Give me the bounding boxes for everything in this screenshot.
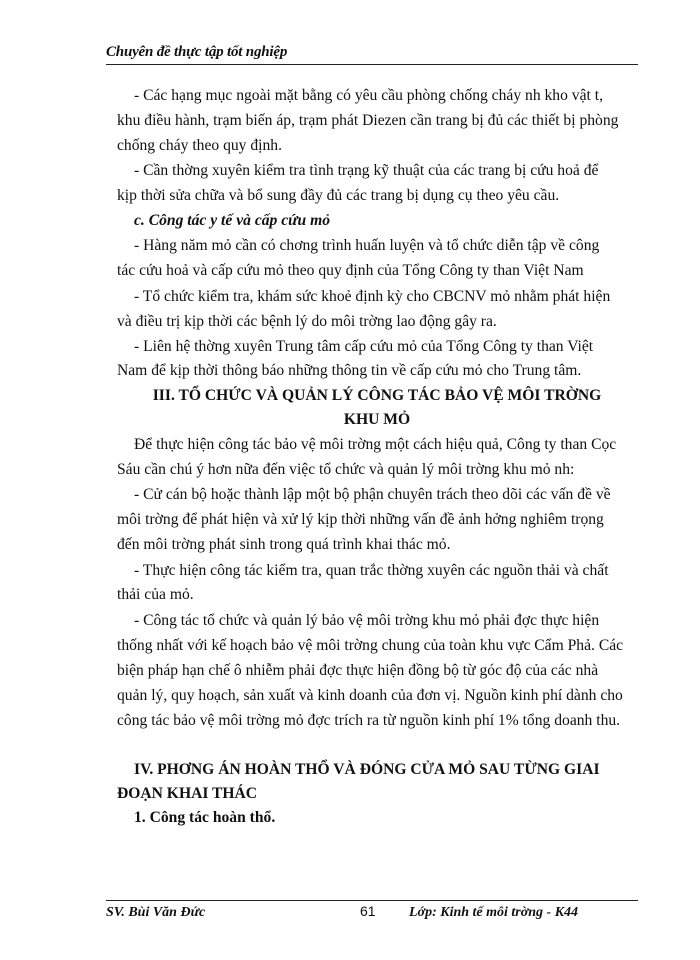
body-line: Sáu cần chú ý hơn nữa đến việc tổ chức và quản lý môi trờng khu mỏ nh:: [117, 461, 575, 478]
body-line: - Tổ chức kiểm tra, khám sức khoẻ định kỳ cho CBCNV mỏ nhằm phát hiện: [134, 288, 611, 305]
body-line: và điều trị kịp thời các bệnh lý do môi trờng lao động gây ra.: [117, 313, 497, 330]
chapter-heading: KHU MỎ: [343, 411, 411, 428]
body-line: thải của mỏ.: [117, 586, 194, 603]
body-line: - Cần thờng xuyên kiểm tra tình trạng kỹ thuật của các trang bị cứu hoả để: [134, 162, 599, 179]
body-line: - Hàng năm mỏ cần có chơng trình huấn luyện và tổ chức diễn tập về công: [134, 237, 600, 254]
body-line: Để thực hiện công tác bảo vệ môi trờng một cách hiệu quả, Công ty than Cọc: [134, 436, 617, 453]
body-line: - Công tác tổ chức và quản lý bảo vệ môi trờng khu mỏ phải đợc thực hiện: [134, 612, 600, 629]
body-line: - Liên hệ thờng xuyên Trung tâm cấp cứu mỏ của Tổng Công ty than Việt: [134, 338, 594, 355]
body-line: chống cháy theo quy định.: [117, 137, 282, 154]
chapter-heading: IV. PHƠNG ÁN HOÀN THỔ VÀ ĐÓNG CỬA MỎ SAU TỪNG GIAI: [134, 761, 600, 778]
header-rule: [106, 64, 638, 65]
body-line: biện pháp hạn chế ô nhiễm phải đợc thực hiện đồng bộ từ góc độ của các nhà: [117, 662, 599, 679]
body-line: khu điều hành, trạm biến áp, trạm phát Diezen cần trang bị đủ các thiết bị phòng: [117, 112, 619, 129]
body-line: thống nhất với kế hoạch bảo vệ môi trờng chung của toàn khu vực Cẩm Phả. Các: [117, 637, 624, 654]
body-line: Nam để kịp thời thông báo những thông tin về cấp cứu mỏ cho Trung tâm.: [117, 362, 582, 379]
body-line: kịp thời sửa chữa và bổ sung đầy đủ các trang bị dụng cụ theo yêu cầu.: [117, 187, 560, 204]
footer-rule: [106, 900, 638, 901]
chapter-heading: ĐOẠN KHAI THÁC: [117, 785, 258, 802]
body-line: - Các hạng mục ngoài mặt bằng có yêu cầu phòng chống cháy nh kho vật t,: [134, 87, 603, 104]
body-line: quản lý, quy hoạch, sản xuất và kinh doanh của đơn vị. Nguồn kinh phí dành cho: [117, 687, 623, 704]
section-heading: c. Công tác y tế và cấp cứu mỏ: [134, 212, 330, 229]
body-line: tác cứu hoả và cấp cứu mỏ theo quy định của Tổng Công ty than Việt Nam: [117, 262, 584, 279]
body-line: đến môi trờng phát sinh trong quá trình khai thác mỏ.: [117, 536, 451, 553]
footer-class: Lớp: Kinh tế môi trờng - K44: [409, 905, 579, 920]
body-line: môi trờng để phát hiện và xử lý kịp thời những vấn đề ảnh hởng nghiêm trọng: [117, 511, 604, 528]
running-header: Chuyên đề thực tập tốt nghiệp: [106, 44, 288, 60]
body-line: - Cử cán bộ hoặc thành lập một bộ phận chuyên trách theo dõi các vấn đề về: [134, 486, 611, 503]
subsection-heading: 1. Công tác hoàn thổ.: [134, 809, 276, 826]
page-number: 61: [360, 903, 376, 919]
chapter-heading: III. TỔ CHỨC VÀ QUẢN LÝ CÔNG TÁC BẢO VỆ MÔI TRỜNG: [152, 387, 602, 404]
body-line: công tác bảo vệ môi trờng mỏ đợc trích ra từ nguồn kinh phí 1% tổng doanh thu.: [117, 712, 621, 729]
footer-student: SV. Bùi Văn Đức: [106, 905, 206, 920]
body-line: - Thực hiện công tác kiểm tra, quan trắc thờng xuyên các nguồn thải và chất: [134, 562, 609, 579]
